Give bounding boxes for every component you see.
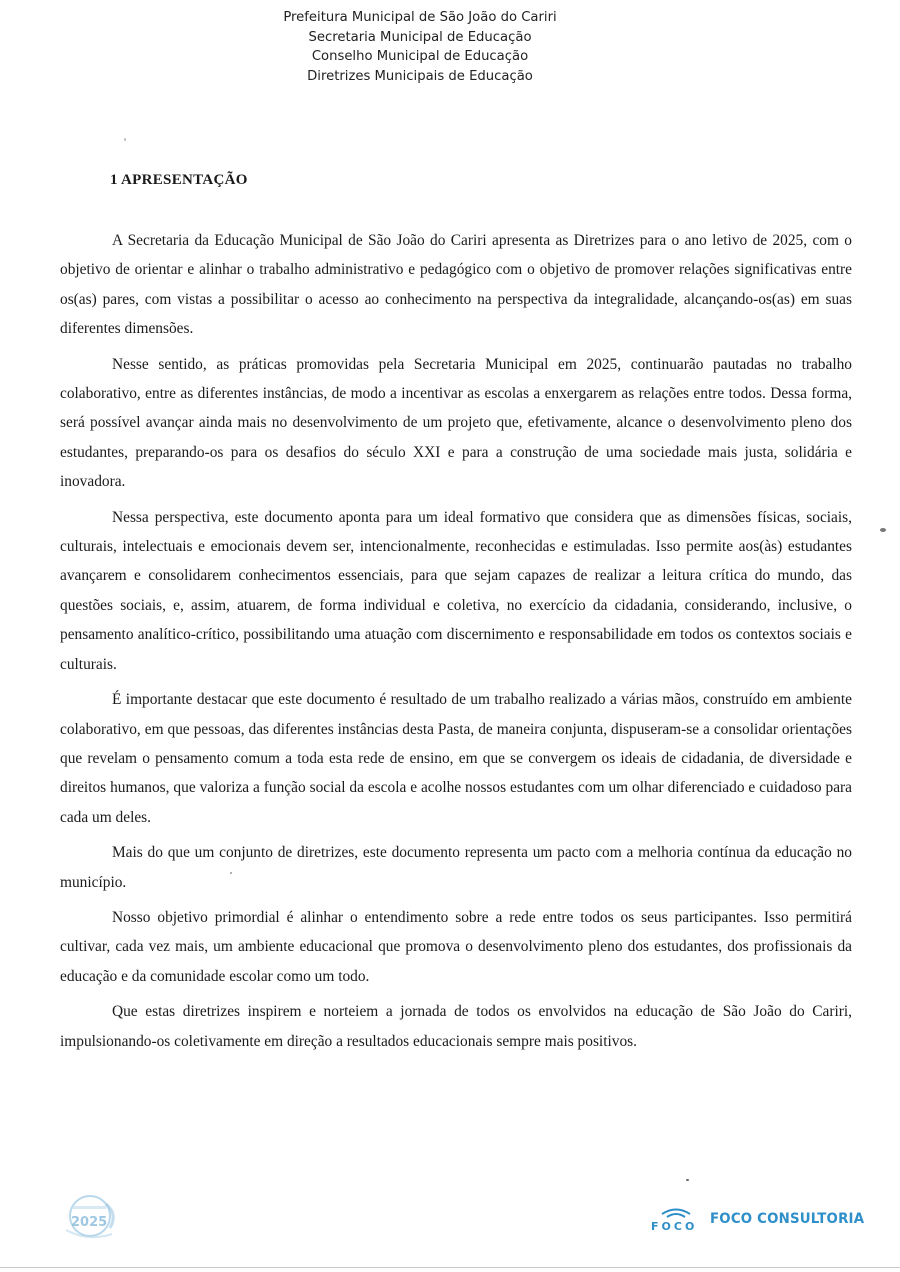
scan-speck	[124, 138, 126, 141]
scan-speck	[230, 872, 232, 874]
foco-consultoria-logo	[650, 1204, 878, 1234]
scan-speck	[880, 528, 886, 532]
paragraph: Que estas diretrizes inspirem e norteiem a jornada de todos os envolvidos na educação de São João do Cariri, impulsionando-os coletivamente em direção a resultados educacionais sempre mais positivos.	[60, 1003, 852, 1050]
paragraph: É importante destacar que este documento é resultado de um trabalho realizado a várias mãos, construído em ambiente colaborativo, em que pessoas, das diferentes instâncias desta Pasta, de maneira conjunta, dispuseram-se a consolidar orientações que revelam o pensamento comum a toda esta rede de ensino, em que se convergem os ideais de cidadania, de diversidade e direitos humanos, que valoriza a função social da escola e acolhe nossos estudantes com um olhar diferenciado e cuidadoso para cada um deles.	[60, 691, 852, 826]
paragraph: Nosso objetivo primordial é alinhar o entendimento sobre a rede entre todos os seus participantes. Isso permitirá cultivar, cada vez mais, um ambiente educacional que promova o desenvolvimento pleno dos estudantes, dos profissionais da educação e da comunidade escolar como um todo.	[60, 908, 852, 985]
seal-icon	[60, 1190, 130, 1246]
foco-logo-icon	[650, 1206, 702, 1232]
document-header	[0, 8, 840, 86]
header-line-secretariat: Secretaria Municipal de Educação	[308, 29, 532, 45]
scan-speck	[686, 1179, 689, 1181]
paragraph: Nesse sentido, as práticas promovidas pela Secretaria Municipal em 2025, continuarão pautadas no trabalho colaborativo, entre as diferentes instâncias, de modo a incentivar as escolas a enxergarem as relações entre todos. Dessa forma, será possível avançar ainda mais no desenvolvimento de um projeto que, efetivamente, alcance o desenvolvimento pleno dos estudantes, preparando-os para os desafios do século XXI e para a construção de uma sociedade mais justa, solidária e inovadora.	[60, 355, 852, 491]
seal-year: 2025	[71, 1215, 108, 1230]
section-title: 1 APRESENTAÇÃO	[110, 172, 248, 188]
body-text	[60, 226, 852, 1062]
header-line-council: Conselho Municipal de Educação	[311, 49, 529, 64]
page-edge-divider	[0, 1267, 900, 1268]
year-seal-logo	[60, 1190, 130, 1246]
foco-logo-mark: FOCO	[651, 1220, 698, 1232]
header-line-municipality: Prefeitura Municipal de São João do Cariri	[283, 10, 557, 25]
paragraph: Nessa perspectiva, este documento aponta para um ideal formativo que considera que as dimensões físicas, sociais, culturais, intelectuais e emocionais devem ser, intencionalmente, reconhecidas e estimuladas. Isso permite aos(às) estudantes avançarem e consolidarem conhecimentos essenciais, para que sejam capazes de realizar a leitura crítica do mundo, das questões sociais, e, assim, atuarem, de forma individual e coletiva, no exercício da cidadania, considerando, inclusive, o pensamento analítico-crítico, possibilitando uma atuação com discernimento e responsabilidade em todos os contextos sociais e culturais.	[60, 508, 852, 673]
paragraph: Mais do que um conjunto de diretrizes, este documento representa um pacto com a melhoria contínua da educação no município.	[60, 844, 852, 891]
paragraph: A Secretaria da Educação Municipal de São João do Cariri apresenta as Diretrizes para o ano letivo de 2025, com o objetivo de orientar e alinhar o trabalho administrativo e pedagógico com o objetivo de promover relações significativas entre os(as) pares, com vistas a possibilitar o acesso ao conhecimento na perspectiva da integralidade, alcançando-os(as) em suas diferentes dimensões.	[60, 232, 852, 338]
brand-name: FOCO CONSULTORIA	[710, 1211, 865, 1227]
header-line-guidelines: Diretrizes Municipais de Educação	[307, 68, 533, 84]
